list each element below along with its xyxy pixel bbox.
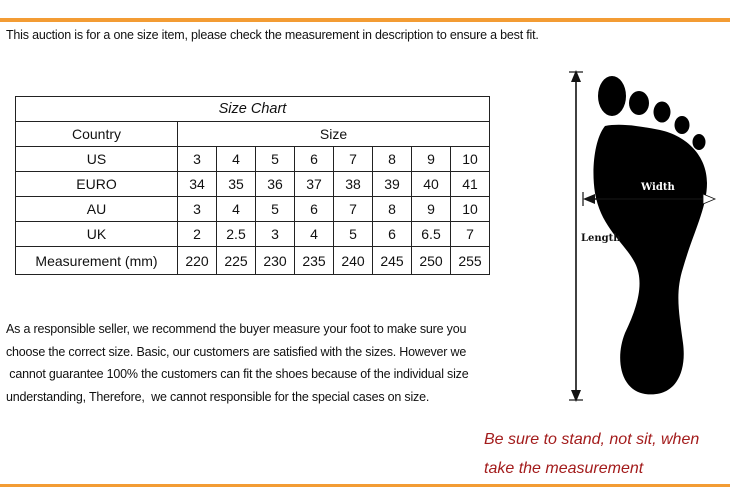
size-cell: 3	[178, 197, 217, 222]
advice-line: cannot guarantee 100% the customers can fit the shoes because of the individual size	[6, 367, 469, 381]
bottom-divider	[0, 484, 730, 487]
size-cell: 225	[217, 247, 256, 275]
size-cell: 9	[412, 147, 451, 172]
size-cell: 7	[451, 222, 490, 247]
advice-line: As a responsible seller, we recommend the buyer measure your foot to make sure you	[6, 322, 467, 336]
size-cell: 8	[373, 197, 412, 222]
size-cell: 37	[295, 172, 334, 197]
advice-line: choose the correct size. Basic, our customers are satisfied with the sizes. However we	[6, 344, 467, 359]
size-cell: 3	[256, 222, 295, 247]
size-cell: 6	[295, 197, 334, 222]
size-cell: 235	[295, 247, 334, 275]
size-cell: 6.5	[412, 222, 451, 247]
size-cell: 39	[373, 172, 412, 197]
size-notice: This auction is for a one size item, please check the measurement in description to ensure a best fit.	[6, 28, 539, 42]
size-cell: 6	[373, 222, 412, 247]
size-cell: 230	[256, 247, 295, 275]
size-row-label: UK	[16, 222, 178, 247]
foot-measurement-diagram	[565, 68, 725, 408]
size-cell: 220	[178, 247, 217, 275]
size-cell: 5	[334, 222, 373, 247]
top-divider	[0, 18, 730, 22]
size-cell: 5	[256, 197, 295, 222]
size-cell: 38	[334, 172, 373, 197]
size-row-label: AU	[16, 197, 178, 222]
size-row-label: Measurement (mm)	[16, 247, 178, 275]
size-cell: 2.5	[217, 222, 256, 247]
size-cell: 35	[217, 172, 256, 197]
header-size: Size	[178, 122, 490, 147]
size-row	[16, 147, 490, 172]
reminder-line: Be sure to stand, not sit, when	[484, 431, 700, 448]
length-label: Length	[581, 233, 621, 244]
header-country: Country	[16, 122, 178, 147]
size-cell: 245	[373, 247, 412, 275]
size-row-label: US	[16, 147, 178, 172]
size-cell: 240	[334, 247, 373, 275]
measurement-reminder	[484, 425, 699, 483]
size-cell: 4	[295, 222, 334, 247]
reminder-line: take the measurement	[484, 460, 644, 477]
size-cell: 8	[373, 147, 412, 172]
size-cell: 9	[412, 197, 451, 222]
size-row	[16, 197, 490, 222]
size-cell: 41	[451, 172, 490, 197]
advice-paragraph	[6, 318, 526, 408]
advice-line: understanding, Therefore, we cannot responsible for the special cases on size.	[6, 389, 430, 404]
size-cell: 7	[334, 197, 373, 222]
size-chart-table	[15, 96, 490, 275]
size-cell: 34	[178, 172, 217, 197]
size-row-label: EURO	[16, 172, 178, 197]
width-label: Width	[641, 182, 675, 193]
size-cell: 2	[178, 222, 217, 247]
size-cell: 4	[217, 197, 256, 222]
size-cell: 3	[178, 147, 217, 172]
size-cell: 36	[256, 172, 295, 197]
size-cell: 4	[217, 147, 256, 172]
size-chart-title: Size Chart	[16, 97, 490, 122]
size-cell: 255	[451, 247, 490, 275]
size-row	[16, 172, 490, 197]
size-cell: 5	[256, 147, 295, 172]
size-cell: 40	[412, 172, 451, 197]
size-cell: 10	[451, 147, 490, 172]
size-cell: 10	[451, 197, 490, 222]
size-cell: 6	[295, 147, 334, 172]
size-row	[16, 247, 490, 275]
size-cell: 250	[412, 247, 451, 275]
size-cell: 7	[334, 147, 373, 172]
size-row	[16, 222, 490, 247]
